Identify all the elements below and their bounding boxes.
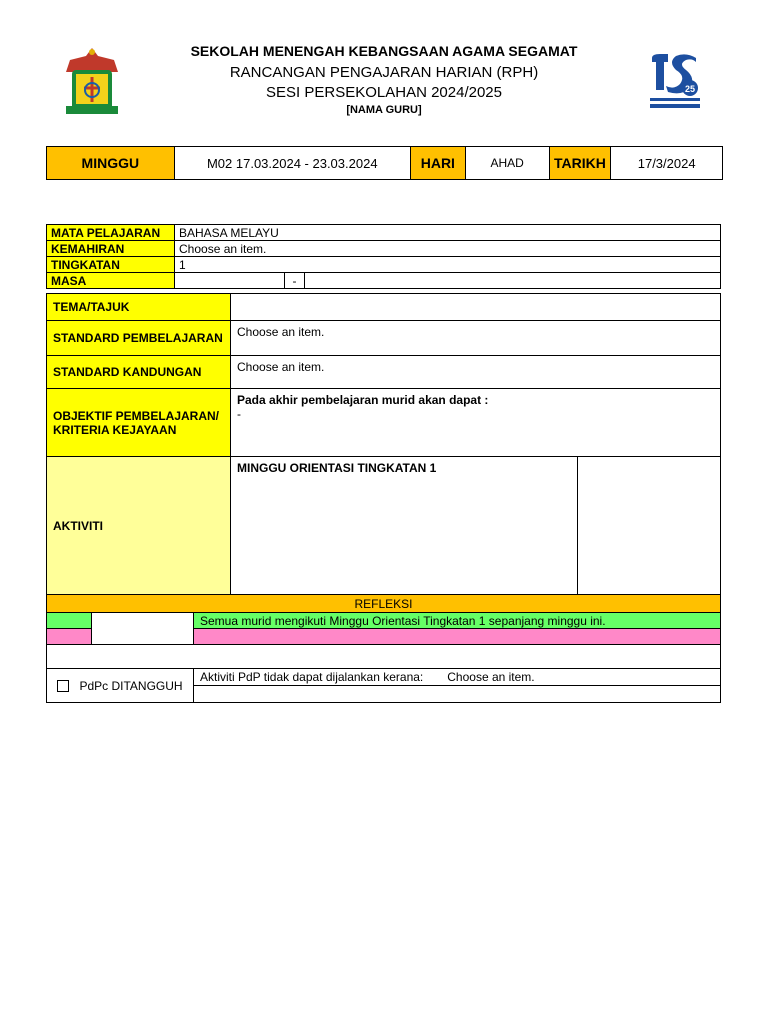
hari-value[interactable]: AHAD: [466, 147, 550, 179]
lesson-plan-table: [46, 293, 721, 595]
masa-separator: -: [285, 273, 305, 289]
tema-value[interactable]: [231, 294, 721, 321]
masa-label: MASA: [47, 273, 175, 289]
standard-pembelajaran-dropdown[interactable]: Choose an item.: [231, 321, 721, 356]
tarikh-value[interactable]: 17/3/2024: [637, 155, 696, 171]
pdpc-ditangguh[interactable]: [47, 669, 194, 703]
kemahiran-label: KEMAHIRAN: [47, 241, 175, 257]
tema-label: TEMA/TAJUK: [47, 294, 231, 321]
tingkatan-value[interactable]: 1: [175, 257, 721, 273]
ditangguh-checkbox[interactable]: [57, 680, 69, 692]
mata-pelajaran-label: MATA PELAJARAN: [47, 225, 175, 241]
subject-info-table: [46, 224, 721, 289]
standard-pembelajaran-label: STANDARD PEMBELAJARAN: [47, 321, 231, 356]
refleksi-table: [46, 594, 721, 703]
objektif-intro: Pada akhir pembelajaran murid akan dapat :: [237, 393, 489, 407]
masa-end[interactable]: [305, 273, 721, 289]
ts25-logo: [646, 50, 704, 112]
refleksi-header: REFLEKSI: [47, 595, 721, 613]
teacher-name: [NAMA GURU]: [346, 104, 422, 116]
school-name: SEKOLAH MENENGAH KEBANGSAAN AGAMA SEGAMAT: [190, 43, 578, 59]
objektif-value: -: [237, 407, 241, 421]
standard-kandungan-label: STANDARD KANDUNGAN: [47, 356, 231, 389]
aktiviti-value[interactable]: MINGGU ORIENTASI TINGKATAN 1: [231, 457, 578, 595]
refleksi-blank[interactable]: [92, 613, 194, 645]
reason-dropdown[interactable]: Choose an item.: [447, 670, 535, 684]
refleksi-color-pink: [47, 629, 92, 645]
reason-extra[interactable]: [194, 686, 721, 703]
refleksi-color-green: [47, 613, 92, 629]
school-crest-logo: [62, 44, 122, 118]
hari-label: HARI: [411, 147, 466, 179]
objektif-cell[interactable]: [231, 389, 721, 457]
reason-cell[interactable]: [194, 669, 721, 686]
refleksi-spacer: [47, 645, 721, 669]
minggu-label: MINGGU: [47, 147, 175, 179]
aktiviti-notes[interactable]: [578, 457, 721, 595]
minggu-value[interactable]: M02 17.03.2024 - 23.03.2024: [175, 147, 411, 179]
tingkatan-label: TINGKATAN: [47, 257, 175, 273]
refleksi-text[interactable]: Semua murid mengikuti Minggu Orientasi Tingkatan 1 sepanjang minggu ini.: [194, 613, 721, 629]
tarikh-label: TARIKH: [550, 147, 612, 179]
week-info-row: [46, 146, 723, 180]
ditangguh-label: PdPc DITANGGUH: [79, 678, 183, 693]
objektif-label: OBJEKTIF PEMBELAJARAN/ KRITERIA KEJAYAAN: [47, 389, 231, 457]
standard-kandungan-dropdown[interactable]: Choose an item.: [231, 356, 721, 389]
aktiviti-label: AKTIVITI: [47, 457, 231, 595]
svg-text:25: 25: [684, 84, 696, 94]
masa-start[interactable]: [175, 273, 285, 289]
refleksi-pink-cell[interactable]: [194, 629, 721, 645]
reason-label: Aktiviti PdP tidak dapat dijalankan kerana:: [200, 670, 424, 684]
kemahiran-dropdown[interactable]: Choose an item.: [175, 241, 721, 257]
session-title: SESI PERSEKOLAHAN 2024/2025: [266, 84, 502, 101]
document-title: RANCANGAN PENGAJARAN HARIAN (RPH): [229, 64, 539, 81]
mata-pelajaran-value[interactable]: BAHASA MELAYU: [175, 225, 721, 241]
